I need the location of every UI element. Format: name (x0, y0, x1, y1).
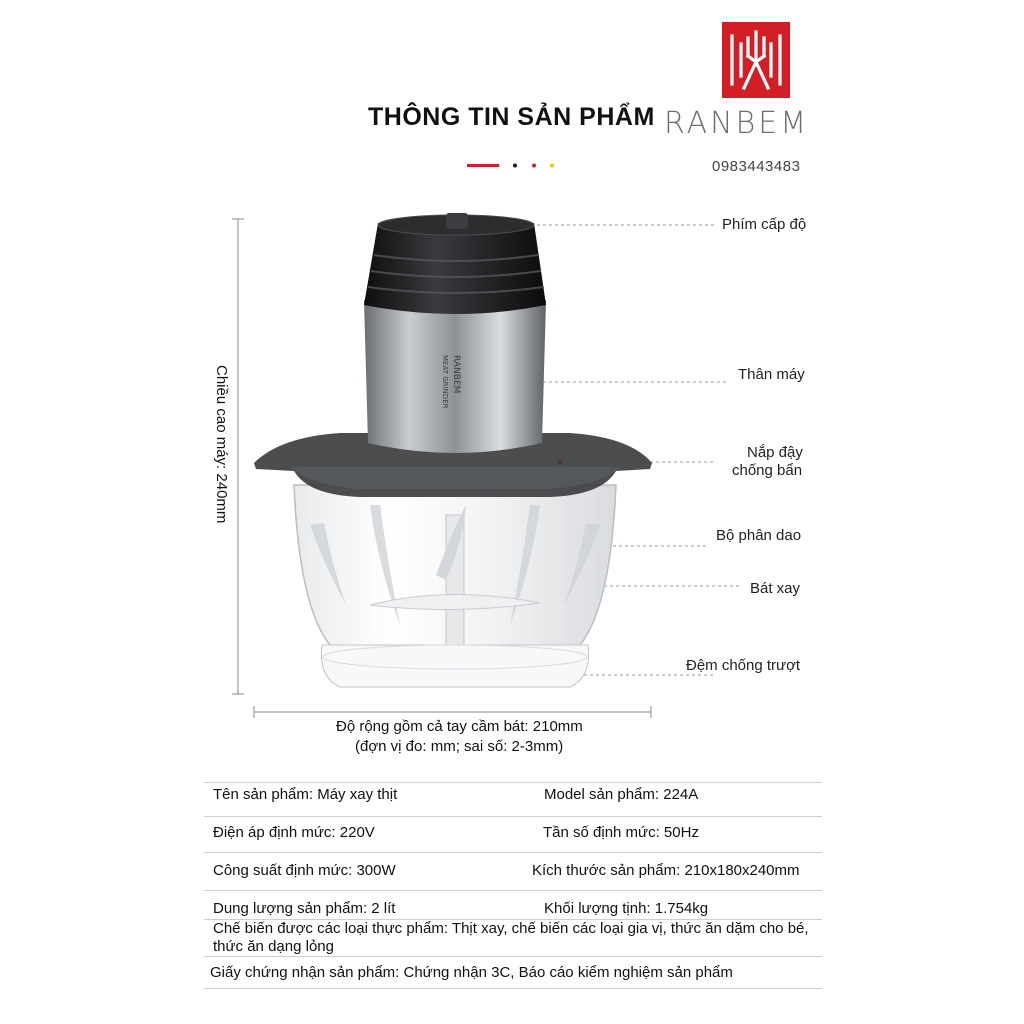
spec-divider (204, 956, 822, 957)
callout-blade: Bộ phân dao (716, 527, 802, 544)
spec-divider (204, 852, 822, 853)
meat-grinder-illustration (250, 205, 660, 700)
spec-name: Tên sản phẩm: Máy xay thịt (213, 786, 398, 803)
spec-divider (204, 890, 822, 891)
spec-divider (204, 816, 822, 817)
width-dimension-label: Độ rộng gồm cả tay cầm bát: 210mm (336, 718, 583, 735)
callout-pad: Đệm chống trượt (686, 657, 801, 674)
body-model-text: MEAT GRINDER (441, 355, 449, 409)
spec-frequency: Tần số định mức: 50Hz (543, 824, 699, 841)
spec-size: Kích thước sản phẩm: 210x180x240mm (532, 862, 800, 879)
brand-wordmark: RANBEM (664, 106, 810, 141)
spec-power: Công suất định mức: 300W (213, 862, 396, 879)
spec-divider (204, 782, 822, 783)
spec-voltage: Điện áp định mức: 220V (213, 824, 375, 841)
spec-certification: Giấy chứng nhận sản phẩm: Chứng nhận 3C, Báo cáo kiểm nghiệm sản phẩm (210, 964, 733, 981)
spec-capacity: Dung lượng sản phẩm: 2 lít (213, 900, 396, 917)
height-dimension-label: Chiều cao máy: 240mm (213, 365, 230, 524)
callout-bowl: Bát xay (750, 580, 801, 597)
unit-note: (đợn vị đo: mm; sai số: 2-3mm) (355, 738, 564, 755)
spec-uses: Chế biến được các loại thực phẩm: Thịt xay, chế biến các loại gia vị, thức ăn dặm cho bé, thức ăn dạng lỏng (213, 920, 809, 955)
spec-divider (204, 988, 822, 989)
body-brand-text: RANBEM (451, 355, 461, 394)
phone-number: 0983443483 (712, 158, 801, 175)
callout-body: Thân máy (738, 366, 805, 383)
spec-model: Model sản phẩm: 224A (544, 786, 699, 803)
callout-level-button: Phím cấp độ (722, 216, 807, 233)
spec-weight: Khối lượng tịnh: 1.754kg (544, 900, 709, 917)
callout-lid-line1: Nắp đậy (747, 444, 803, 461)
callout-lid-line2: chống bẩn (732, 462, 803, 479)
page-title: THÔNG TIN SẢN PHẨM (368, 103, 655, 131)
